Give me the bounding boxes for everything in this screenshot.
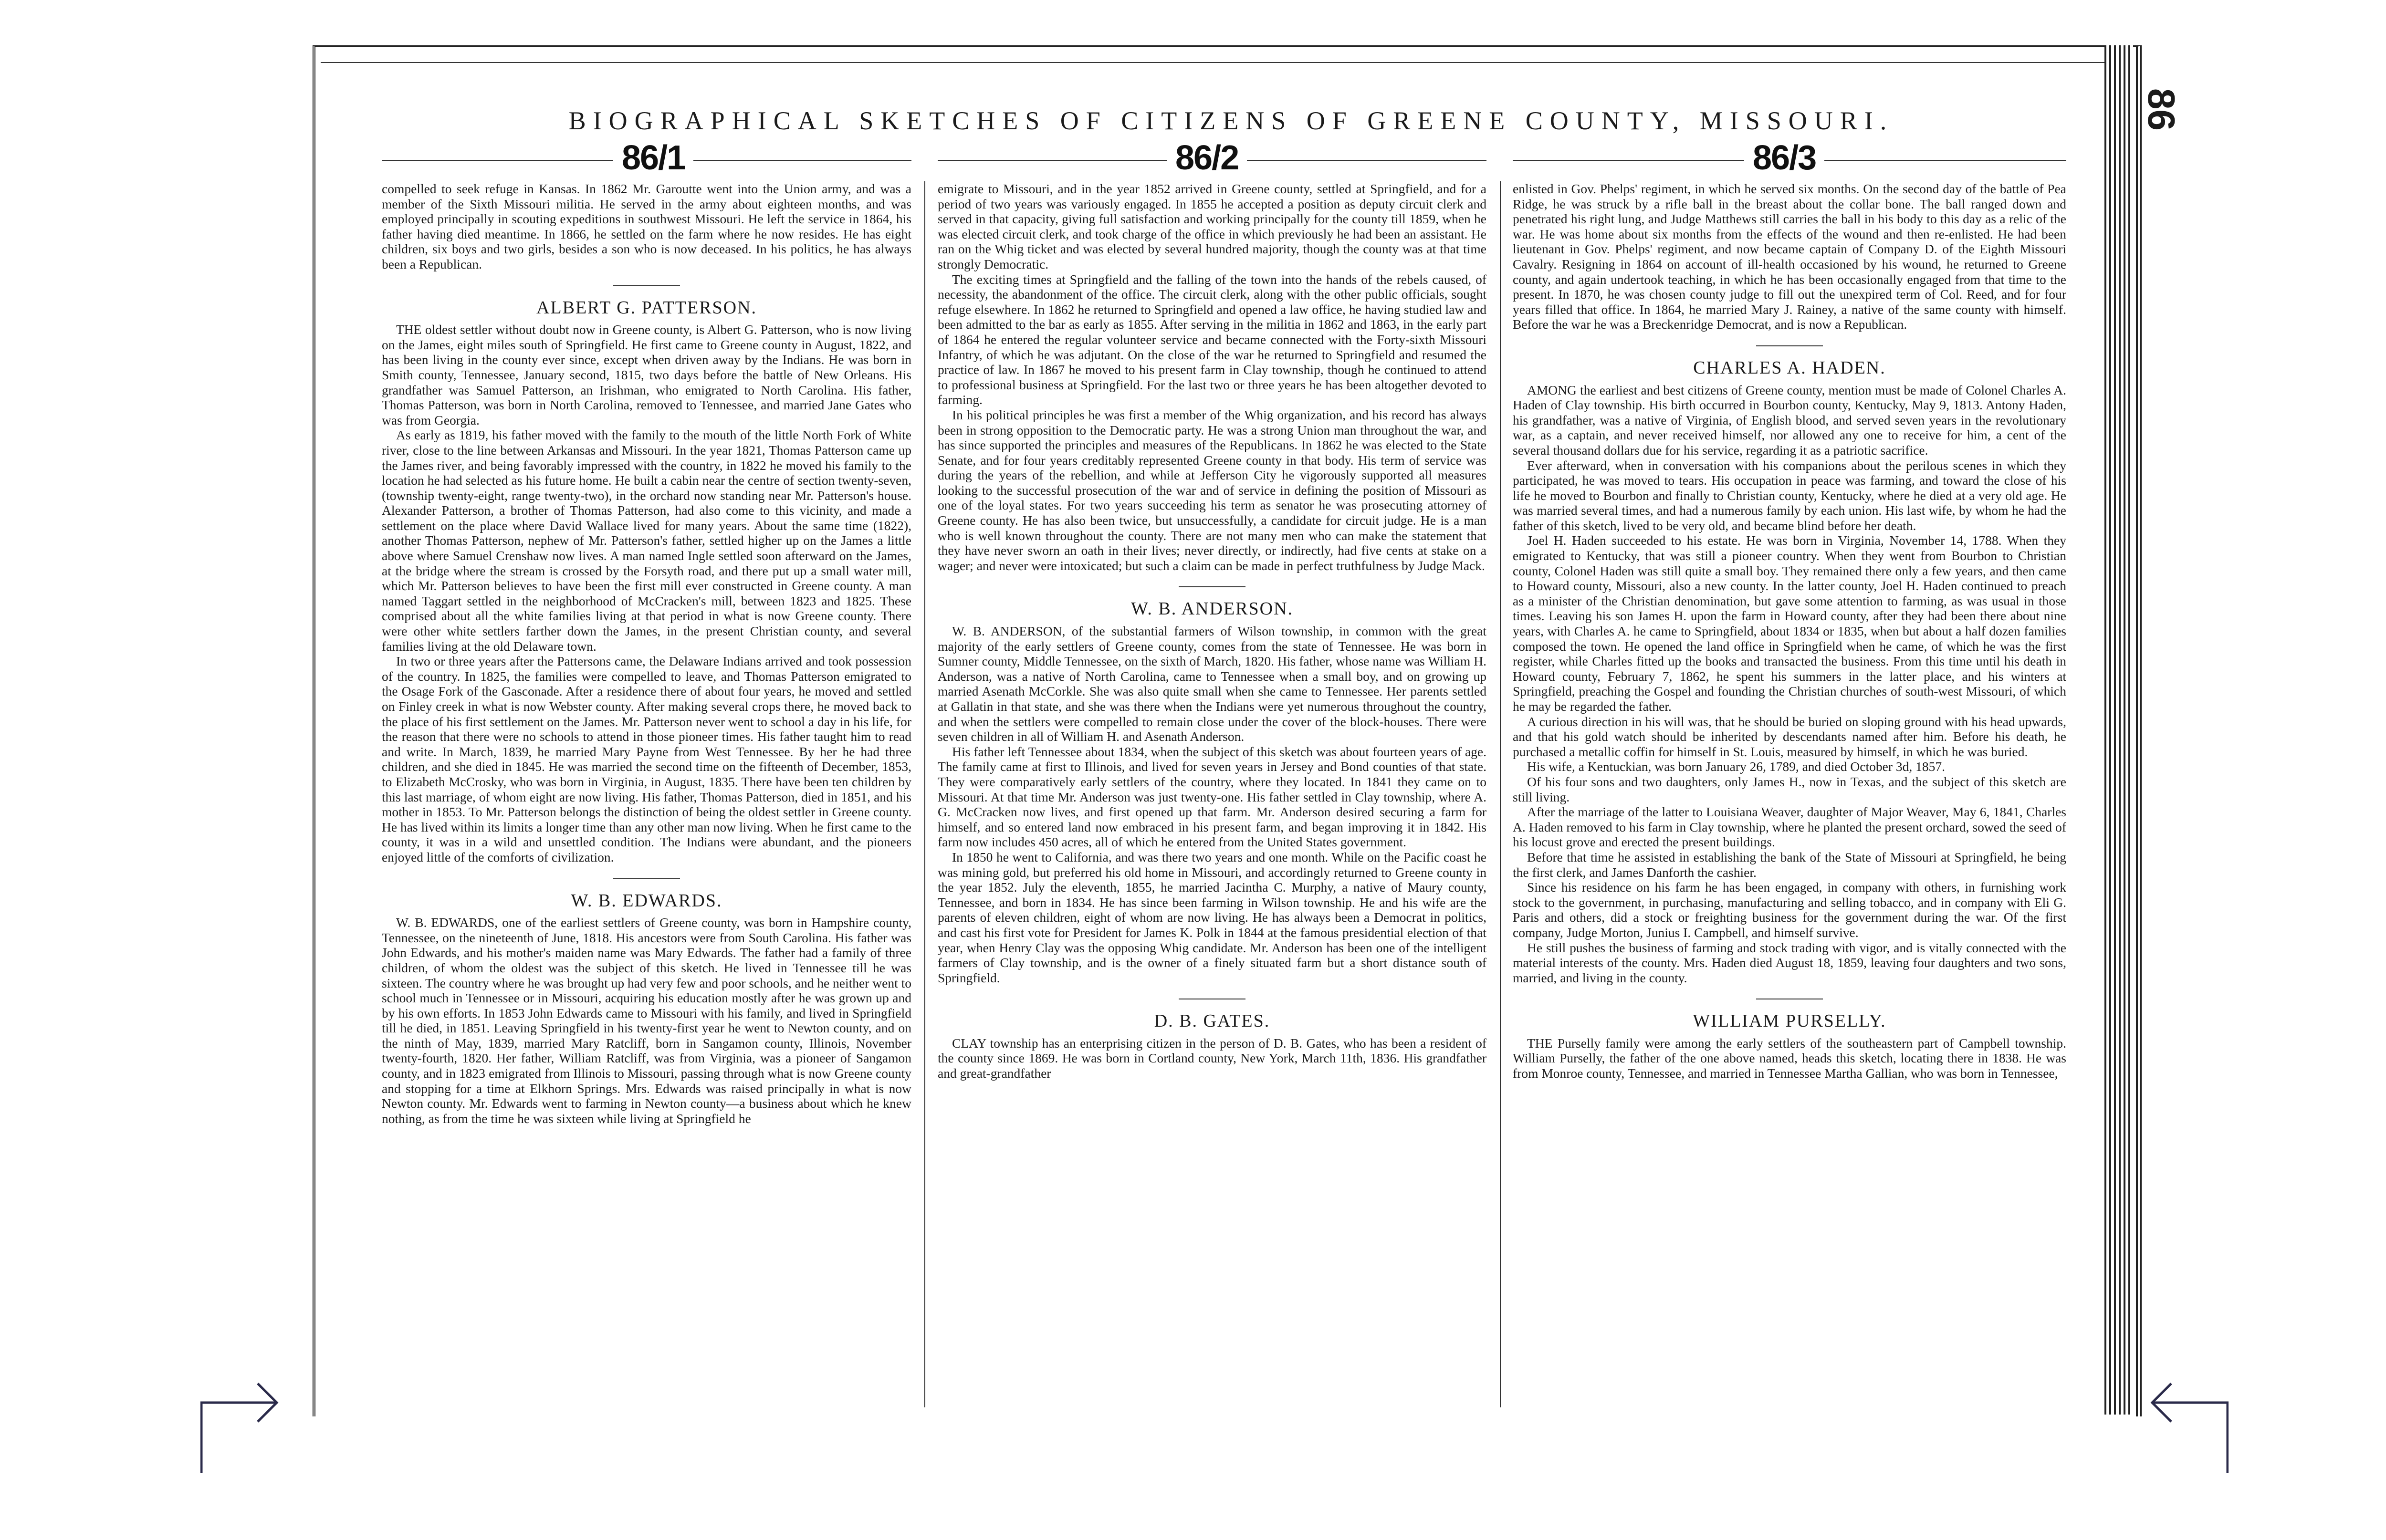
body-paragraph: A curious direction in his will was, that he should be buried on sloping ground with his head upwards, and that his gold watch should be inherited by descendants named after him. Before his death, he purchased a metallic coffin for himself in St. Louis, measured by himself, in which he was buried. [1513, 714, 2066, 759]
body-paragraph: Before that time he assisted in establishing the bank of the State of Missouri at Springfield, he being the first clerk, and James Danforth the cashier. [1513, 849, 2066, 880]
frame-top-rule [321, 62, 2129, 63]
binding-stripes [2104, 45, 2133, 1415]
section-title: WILLIAM PURSELLY. [1693, 1011, 1886, 1031]
body-paragraph: Ever afterward, when in conversation with his companions about the perilous scenes in which they participated, he was moved to tears. His occupation in peace was farming, and toward the close of his life he moved to Bourbon and finally to Christian county, Kentucky, where he died at a very old age. He was married several times, and had a numerous family by each union. His last wife, by whom he had the father of this sketch, lived to be very old, and became blind before her death. [1513, 458, 2066, 533]
body-paragraph: He still pushes the business of farming and stock trading with vigor, and is vitally connected with the material interests of the county. Mrs. Haden died August 18, 1859, leaving four daughters and two sons, married, and living in the county. [1513, 940, 2066, 985]
column-separator-2 [1500, 181, 1501, 1407]
body-paragraph: W. B. ANDERSON, of the substantial farmers of Wilson township, in common with the great majority of the early settlers of Greene county, comes from the state of Tennessee. He was born in Sumner county, Middle Tennessee, on the sixth of March, 1820. His father, whose name was William H. Anderson, was a native of North Carolina, came to Tennessee when a small boy, and on growing up married Asenath McCorkle. She was also quite small when she came to Tennessee. Her parents settled at Gallatin in that state, and she was there when the Indians were yet numerous throughout the country, and when the settlers were compelled to remain close under the cover of the block-houses. There were seven children in all of William H. and Asenath Anderson. [938, 624, 1486, 744]
text-column-2 [938, 181, 1486, 1407]
body-paragraph: compelled to seek refuge in Kansas. In 1862 Mr. Garoutte went into the Union army, and was a member of the Sixth Missouri militia. He served in the army about eighteen months, and was employed principally in scouting expeditions in southwest Missouri. He left the service in 1864, his father having died meantime. In 1866, he settled on the farm where he now resides. He has eight children, six boys and two girls, besides a son who is now deceased. In his politics, he has always been a Republican. [382, 181, 911, 271]
body-paragraph: In two or three years after the Pattersons came, the Delaware Indians arrived and took possession of the country. In 1825, the families were compelled to leave, and Thomas Patterson emigrated to the Osage Fork of the Gasconade. After a residence there of about four years, he moved and settled on Finley creek in what is now Webster county. After making several crops there, he moved back to the place of his first settlement on the James. Mr. Patterson never went to school a day in his life, for the reason that there were no schools to attend in those pioneer times. His father taught him to read and write. In March, 1839, he married Mary Payne from West Tennessee. By her he had three children, and she died in 1845. He was married the second time on the fifteenth of December, 1853, to Elizabeth McCrosky, who was born in Virginia, in August, 1835. There have been ten children by this last marriage, of whom eight are now living. His father, Thomas Patterson, died in 1851, and his mother in 1853. To Mr. Patterson belongs the distinction of being the oldest settler in Greene county. He has lived within its limits a longer time than any other man now living. When he first came to the county, it was in a wild and unsettled condition. The Indians were abundant, and the pioneers enjoyed little of the comforts of civilization. [382, 654, 911, 864]
page-tag-3: 86/3 [1744, 138, 1824, 177]
body-paragraph: AMONG the earliest and best citizens of Greene county, mention must be made of Colonel Charles A. Haden of Clay township. His birth occurred in Bourbon county, Kentucky, May 9, 1813. Antony Haden, his grandfather, was a native of Virginia, of English blood, and served seven years in the revolutionary war, as a captain, and never received himself, nor allowed any one to receive for him, a cent of the several thousand dollars due for his service, regarding it as a patriotic sacrifice. [1513, 382, 2066, 458]
section-divider [613, 285, 680, 286]
body-paragraph: His father left Tennessee about 1834, when the subject of this sketch was about fourteen years of age. The family came at first to Illinois, and lived for seven years in Jersey and Bond counties of that state. They were comparatively early settlers of the country, where they located. In 1841 they came on to Missouri. At that time Mr. Anderson was just twenty-one. His father settled in Clay township, where A. G. McCracken now lives, and first opened up that farm. Mr. Anderson desired securing a farm for himself, and so entered land now embraced in his present farm, and began improving it in 1842. His farm now includes 450 acres, all of which he entered from the United States government. [938, 744, 1486, 850]
body-paragraph: After the marriage of the latter to Louisiana Weaver, daughter of Major Weaver, May 6, 1841, Charles A. Haden removed to his farm in Clay township, where he planted the present orchard, sowed the seed of his locust grove and erected the present buildings. [1513, 804, 2066, 850]
section-title: W. B. EDWARDS. [571, 890, 722, 911]
page-header-title: BIOGRAPHICAL SKETCHES OF CITIZENS OF GREENE COUNTY, MISSOURI. [568, 106, 1894, 135]
page-tag-2: 86/2 [1167, 138, 1247, 177]
text-column-3 [1513, 181, 2066, 1407]
body-paragraph: The exciting times at Springfield and the falling of the town into the hands of the rebels caused, of necessity, the abandonment of the office. The circuit clerk, along with the other public officials, sought refuge elsewhere. In 1862 he returned to Springfield and opened a law office, he having studied law and been admitted to the bar as early as 1855. After serving in the militia in 1862 and 1863, in the early part of 1864 he entered the regular volunteer service and became connected with the Forty-sixth Missouri Infantry, of which he was adjutant. On the close of the war he returned to Springfield and resumed the practice of law. In 1867 he moved to his present farm in Clay township, though he continued to attend to professional business at Springfield. For the last two or three years he has been altogether devoted to farming. [938, 271, 1486, 407]
text-column-1 [382, 181, 911, 1407]
crop-mark-right [2147, 1374, 2229, 1474]
body-paragraph: In 1850 he went to California, and was there two years and one month. While on the Pacific coast he was mining gold, but preferred his old home in Missouri, and accordingly returned to Greene county in the year 1852. July the eleventh, 1855, he married Jacintha C. Murphy, a native of Maury county, Tennessee, and born in 1834. He has since been farming in Wilson township. He and his wife are the parents of eleven children, eight of whom are now living. He has always been a Democrat in politics, and cast his first vote for President for James K. Polk in 1844 at the famous presidential election of that year, when Henry Clay was the opposing Whig candidate. Mr. Anderson has been one of the intelligent farmers of Clay township, and is the owner of a finely situated farm but a short distance south of Springfield. [938, 849, 1486, 985]
body-paragraph: enlisted in Gov. Phelps' regiment, in which he served six months. On the second day of the battle of Pea Ridge, he was struck by a rifle ball in the breast about the collar bone. The ball ranged down and penetrated his right lung, and Judge Matthews still carries the ball in his body to this day as a relic of the war. He was home about six months from the effects of the wound and then re-enlisted. He had been lieutenant in Gov. Phelps' regiment, and now became captain of Company D. of the Eighth Missouri Cavalry. Resigning in 1864 on account of ill-health occasioned by his wound, he returned to Greene county, and again undertook teaching, in which he has been occasionally engaged from that time to the present. In 1870, he was chosen county judge to fill out the unexpired term of Col. Reed, and for four years filled that office. In 1864, he married Mary J. Rainey, a native of the same county with himself. Before the war he was a Breckenridge Democrat, and is now a Republican. [1513, 181, 2066, 332]
body-paragraph: THE oldest settler without doubt now in Greene county, is Albert G. Patterson, who is now living on the James, eight miles south of Springfield. He first came to Greene county in August, 1822, and has been living in the county ever since, except when driven away by the Indians. He was born in Smith county, Tennessee, January second, 1815, two days before the battle of New Orleans. His grandfather was Samuel Patterson, an Irishman, who emigrated to North Carolina. His father, Thomas Patterson, was born in North Carolina, removed to Tennessee, and married Jane Gates who was from Georgia. [382, 322, 911, 427]
body-paragraph: Joel H. Haden succeeded to his estate. He was born in Virginia, November 14, 1788. When they emigrated to Kentucky, that was still a pioneer country. When they went from Bourbon to Christian county, Colonel Haden was still quite a small boy. They remained there only a few years, and then came to Howard county, Missouri, also a new county. In the latter county, Joel H. Haden continued to preach as a minister of the Christian denomination, but gave some attention to farming, as was usual in those times. Leaving his son James H. upon the farm in Howard county, after they had been there about nine years, with Charles A. he came to Springfield, about 1834 or 1835, when but about a half dozen families composed the town. He opened the land office in Springfield when he came, of which he was the first register, while Charles fitted up the books and transacted the business. From this time until his death in Howard county, February 7, 1862, he spent his summers in the latter place, and his winters at Springfield, preaching the Gospel and founding the Christian churches of south-west Missouri, of which he may be regarded the father. [1513, 533, 2066, 714]
body-paragraph: Of his four sons and two daughters, only James H., now in Texas, and the subject of this sketch are still living. [1513, 774, 2066, 804]
column-separator-1 [924, 181, 925, 1407]
body-paragraph: His wife, a Kentuckian, was born January 26, 1789, and died October 3d, 1857. [1527, 759, 1945, 774]
body-paragraph: W. B. EDWARDS, one of the earliest settlers of Greene county, was born in Hampshire county, Tennessee, on the nineteenth of June, 1818. His ancestors were from South Carolina. His father was John Edwards, and his mother's maiden name was Mary Edwards. The father had a family of three children, of whom the oldest was the subject of this sketch. He lived in Tennessee till he was sixteen. The country where he was brought up had very few and poor schools, and he neither went to school much in Tennessee or in Missouri, acquiring his education mostly after he was grown up and by his own efforts. In 1853 John Edwards came to Missouri with his family, and lived in Springfield till he died, in 1851. Leaving Springfield in his twenty-first year he went to Newton county, and on the ninth of May, 1839, married Mary Ratcliff, born in Sangamon county, Illinois, November twenty-fourth, 1820. Her father, William Ratcliff, was from Virginia, was a pioneer of Sangamon county, and in 1823 emigrated from Illinois to Missouri, passing through what is now Greene county and stopping for a time at Elkhorn Springs. Mrs. Edwards was raised principally in what is now Newton county. Mr. Edwards went to farming in Newton county—a business about which he knew nothing, as from the time he was sixteen while living at Springfield he [382, 915, 911, 1126]
body-paragraph: As early as 1819, his father moved with the family to the mouth of the little North Fork of White river, close to the line between Arkansas and Missouri. In the year 1821, Thomas Patterson came up the James river, and being favorably impressed with the country, in 1822 he moved his family to the location he had selected as his future home. He built a cabin near the centre of section twenty-seven, (township twenty-eight, range twenty-two), in the orchard now standing near Mr. Patterson's house. Alexander Patterson, a brother of Thomas Patterson, had also come to this vicinity, and made a settlement on the place where David Wallace lived for many years. About the same time (1822), another Thomas Patterson, nephew of Mr. Patterson's father, settled higher up on the James a little above where Samuel Crenshaw now lives. A man named Ingle settled soon afterward on the James, at the bridge where the stream is crossed by the Forsyth road, and there put up a small water mill, which Mr. Patterson believes to have been the first mill ever constructed in Greene county. A man named Taggart settled in the neighborhood of McCracken's mill, between 1823 and 1825. These comprised about all the white families living at that period in what is now Greene county. There were other white settlers farther down the James, in the present Christian county, and several families living at the old Delaware town. [382, 427, 911, 654]
section-divider [613, 878, 680, 879]
section-title: CHARLES A. HADEN. [1693, 357, 1886, 378]
side-page-number: 86 [2140, 88, 2183, 131]
body-paragraph: Since his residence on his farm he has been engaged, in company with others, in furnishing work stock to the government, in purchasing, manufacturing and selling tobacco, and in company with Eli G. Paris and others, did a stock or freighting business for the government during the war. Of the first company, Judge Morton, Junius I. Campbell, and himself survive. [1513, 880, 2066, 940]
section-title: W. B. ANDERSON. [1130, 599, 1294, 619]
section-title: ALBERT G. PATTERSON. [536, 297, 757, 318]
page-tag-1: 86/1 [613, 138, 693, 177]
section-title: D. B. GATES. [1154, 1011, 1270, 1031]
crop-mark-left [200, 1374, 282, 1474]
body-paragraph: THE Purselly family were among the early settlers of the southeastern part of Campbell township. William Purselly, the father of the one above named, heads this sketch, locating there in 1838. He was from Monroe county, Tennessee, and married in Tennessee Martha Gallian, who was born in Tennessee, [1513, 1035, 2066, 1081]
body-paragraph: CLAY township has an enterprising citizen in the person of D. B. Gates, who has been a resident of the county since 1869. He was born in Cortland county, New York, March 11th, 1836. His grandfather and great-grandfather [938, 1035, 1486, 1081]
body-paragraph: In his political principles he was first a member of the Whig organization, and his record has always been in strong opposition to the Democratic party. He was a strong Union man throughout the war, and has since supported the principles and measures of the Republicans. In 1862 he was elected to the State Senate, and for four years creditably represented Greene county in that body. His term of service was during the years of the rebellion, and while at Jefferson City he vigorously supported all measures looking to the successful prosecution of the war and of service in defining the position of Missouri as one of the loyal states. For two years succeeding his term as senator he was prosecuting attorney of Greene county. He has also been twice, but unsuccessfully, a candidate for circuit judge. He is a man who is well known throughout the county. There are not many men who can make the statement that they have never sworn an oath in their lives; never directly, or indirectly, had five cents at stake on a wager; and never were intoxicated; but such a claim can be made in perfect truthfulness by Judge Mack. [938, 407, 1486, 573]
body-paragraph: emigrate to Missouri, and in the year 1852 arrived in Greene county, settled at Springfield, and for a period of two years was variously engaged. In 1855 he accepted a position as deputy circuit clerk and served in that capacity, giving full satisfaction and working principally for the county till 1859, when he was elected circuit clerk, and took charge of the office in which previously he had been an assistant. He ran on the Whig ticket and was elected by several hundred majority, though the county was at that time strongly Democratic. [938, 181, 1486, 271]
section-divider [1179, 586, 1245, 587]
section-divider [1756, 345, 1823, 346]
